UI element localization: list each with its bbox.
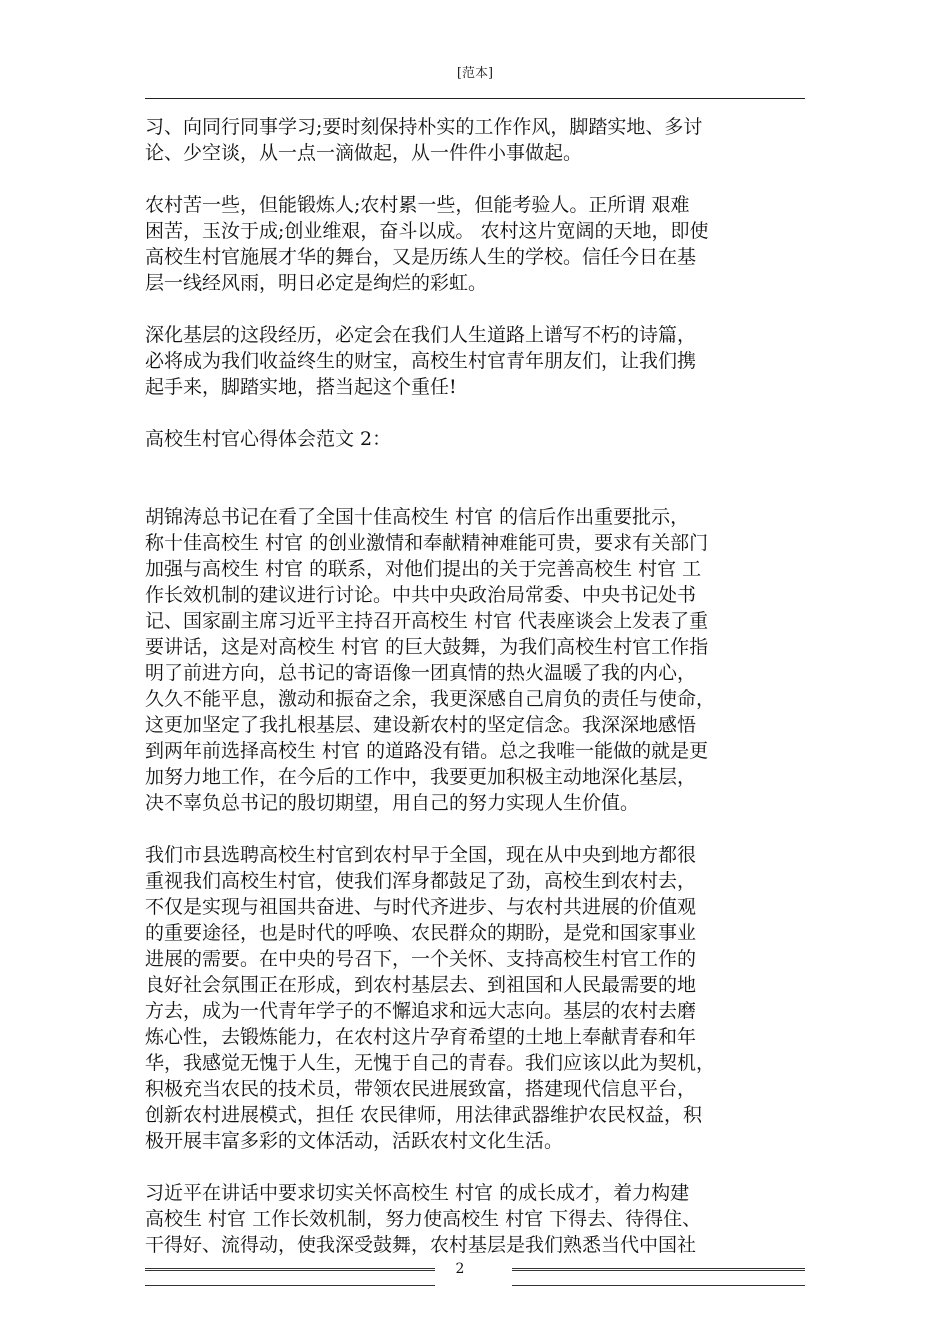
- text-line: 炼心性，去锻炼能力，在农村这片孕育希望的土地上奉献青春和年: [145, 1026, 697, 1048]
- page-number: 2: [455, 1261, 465, 1277]
- text-line: 重视我们高校生村官，使我们浑身都鼓足了劲，高校生到农村去，: [145, 870, 697, 892]
- text-line: 高校生 村官 工作长效机制，努力使高校生 村官 下得去、待得住、: [145, 1208, 702, 1230]
- text-line: 起手来，脚踏实地，搭当起这个重任!: [145, 376, 457, 398]
- text-line: 作长效机制的建议进行讨论。中共中央政治局常委、中央书记处书: [145, 584, 697, 606]
- text-line: 干得好、流得动，使我深受鼓舞，农村基层是我们熟悉当代中国社: [145, 1234, 697, 1256]
- text-line: 这更加坚定了我扎根基层、建设新农村的坚定信念。我深深地感悟: [145, 714, 697, 736]
- paragraph-2: [145, 192, 820, 296]
- text-line: 不仅是实现与祖国共奋进、与时代齐进步、与农村共进展的价值观: [145, 896, 697, 918]
- text-line: 到两年前选择高校生 村官 的道路没有错。总之我唯一能做的就是更: [145, 740, 709, 762]
- text-line: 必将成为我们收益终生的财宝，高校生村官青年朋友们，让我们携: [145, 350, 697, 372]
- text-line: 加努力地工作，在今后的工作中，我要更加积极主动地深化基层，: [145, 766, 697, 788]
- text-line: 创新农村进展模式，担任 农民律师，用法律武器维护农民权益，积: [145, 1104, 703, 1126]
- text-line: 久久不能平息，激动和振奋之余，我更深感自己肩负的责任与使命，: [145, 688, 716, 710]
- footer-divider-left: [145, 1268, 435, 1271]
- text-line: 进展的需要。在中央的号召下，一个关怀、支持高校生村官工作的: [145, 948, 697, 970]
- text-line: 记、国家副主席习近平主持召开高校生 村官 代表座谈会上发表了重: [145, 610, 709, 632]
- text-line: 习近平在讲话中要求切实关怀高校生 村官 的成长成才，着力构建: [145, 1182, 690, 1204]
- footer-divider-bottom-right: [512, 1285, 805, 1286]
- text-line: 深化基层的这段经历，必定会在我们人生道路上谱写不朽的诗篇，: [145, 324, 697, 346]
- text-line: 明了前进方向，总书记的寄语像一团真情的热火温暖了我的内心，: [145, 662, 697, 684]
- header-divider: [145, 98, 805, 99]
- text-line: 要讲话，这是对高校生 村官 的巨大鼓舞，为我们高校生村官工作指: [145, 636, 709, 658]
- text-line: 层一线经风雨，明日必定是绚烂的彩虹。: [145, 272, 488, 294]
- text-line: 称十佳高校生 村官 的创业激情和奉献精神难能可贵，要求有关部门: [145, 532, 709, 554]
- text-line: 高校生村官心得体会范文 2：: [145, 428, 392, 450]
- text-line: 高校生村官施展才华的舞台，又是历练人生的学校。信任今日在基: [145, 246, 697, 268]
- footer-divider-right: [512, 1268, 805, 1271]
- text-line: 胡锦涛总书记在看了全国十佳高校生 村官 的信后作出重要批示，: [145, 506, 690, 528]
- text-line: 积极充当农民的技术员，带领农民进展致富，搭建现代信息平台，: [145, 1078, 697, 1100]
- text-line: 农村苦一些，但能锻炼人;农村累一些，但能考验人。正所谓 艰难: [145, 194, 690, 216]
- text-line: 华，我感觉无愧于人生，无愧于自己的青春。我们应该以此为契机，: [145, 1052, 716, 1074]
- paragraph-4: [145, 504, 820, 816]
- text-line: 极开展丰富多彩的文体活动，活跃农村文化生活。: [145, 1130, 564, 1152]
- document-body: [145, 114, 820, 1258]
- text-line: 决不辜负总书记的殷切期望，用自己的努力实现人生价值。: [145, 792, 640, 814]
- paragraph-6: [145, 1180, 820, 1258]
- footer-divider-bottom-left: [145, 1285, 435, 1286]
- text-line: 习、向同行同事学习;要时刻保持朴实的工作作风，脚踏实地、多讨: [145, 116, 703, 138]
- text-line: 困苦，玉汝于成;创业维艰，奋斗以成。 农村这片宽阔的天地，即使: [145, 220, 709, 242]
- paragraph-5: [145, 842, 820, 1154]
- header-label: [范本]: [456, 66, 494, 81]
- paragraph-3: [145, 322, 820, 400]
- text-line: 论、少空谈，从一点一滴做起，从一件件小事做起。: [145, 142, 583, 164]
- text-line: 的重要途径，也是时代的呼唤、农民群众的期盼，是党和国家事业: [145, 922, 697, 944]
- text-line: 加强与高校生 村官 的联系，对他们提出的关于完善高校生 村官 工: [145, 558, 702, 580]
- section-heading: [145, 426, 820, 452]
- text-line: 良好社会氛围正在形成，到农村基层去、到祖国和人民最需要的地: [145, 974, 697, 996]
- text-line: 我们市县选聘高校生村官到农村早于全国，现在从中央到地方都很: [145, 844, 697, 866]
- text-line: 方去，成为一代青年学子的不懈追求和远大志向。基层的农村去磨: [145, 1000, 697, 1022]
- paragraph-1: [145, 114, 820, 166]
